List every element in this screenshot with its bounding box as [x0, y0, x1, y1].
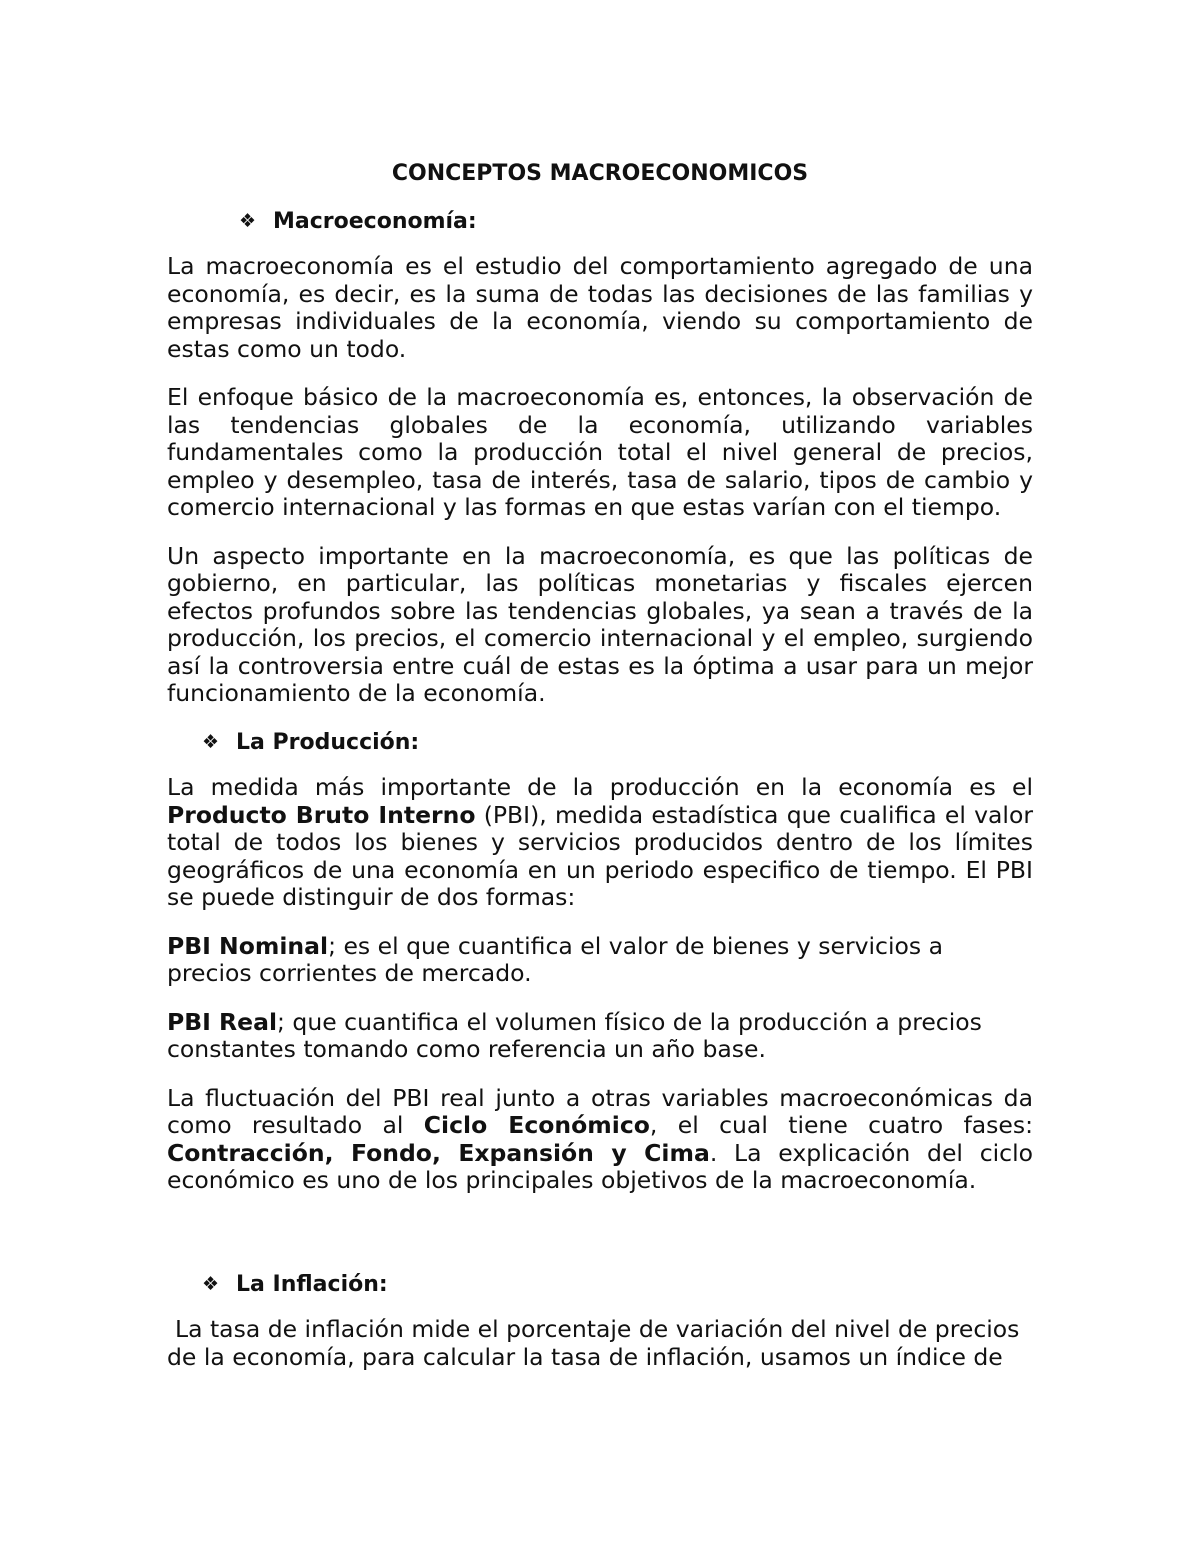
- text-run: (PBI), medida estadística que cualifica el valor total de todos los bienes y servicios producidos dentro de los límites geográficos de una economía en un periodo especifico de tiempo. El PBI se puede distinguir de dos formas:: [167, 800, 1033, 911]
- text-run: ; que cuantifica el volumen físico de la producción a precios constantes tomando como referencia un año base.: [167, 1007, 982, 1063]
- text-run: , el cual tiene cuatro fases:: [649, 1111, 1034, 1139]
- paragraph: La macroeconomía es el estudio del comportamiento agregado de una economía, es decir, es la suma de todas las decisiones de las familias y empresas individuales de la economía, viendo su comportamiento de estas como un todo.: [167, 252, 1033, 363]
- bold-term: Producto Bruto Interno: [167, 800, 476, 829]
- paragraph: [167, 1316, 1033, 1371]
- text-run: . La explicación del ciclo económico es uno de los principales objetivos de la macroeconomía.: [167, 1138, 1033, 1194]
- section-heading-produccion: [167, 729, 1033, 757]
- paragraph: Un aspecto importante en la macroeconomía, es que las políticas de gobierno, en particular, las políticas monetarias y fiscales ejercen efectos profundos sobre las tendencias globales, ya sean a través de la producción, los precios, el comercio internacional y el empleo, surgiendo así la controversia entre cuál de estas es la óptima a usar para un mejor funcionamiento de la economía.: [167, 541, 1033, 707]
- bold-term: PBI Real: [167, 1007, 278, 1036]
- bold-term: Ciclo Económico: [423, 1111, 650, 1139]
- section-heading-label: Macroeconomía:: [273, 208, 477, 234]
- text-run: La tasa de inflación mide el porcentaje de variación del nivel de precios de la economía, para calcular la tasa de inflación, usamos un índice de: [167, 1315, 1020, 1371]
- text-run: ; es el que cuantifica el valor de bienes y servicios a precios corrientes de mercado.: [167, 931, 943, 987]
- paragraph-pbi-nominal: [167, 933, 1033, 988]
- section-heading-label: La Inflación:: [236, 1271, 388, 1297]
- bold-term: PBI Nominal: [167, 931, 329, 960]
- paragraph: El enfoque básico de la macroeconomía es, entonces, la observación de las tendencias globales de la economía, utilizando variables fundamentales como la producción total el nivel general de precios, empleo y desempleo, tasa de interés, tasa de salario, tipos de cambio y comercio internacional y las formas en que estas varían con el tiempo.: [167, 383, 1033, 521]
- text-run: La medida más importante de la producción en la economía es el: [167, 773, 1033, 801]
- diamond-bullet-icon: ❖: [202, 1272, 220, 1295]
- section-heading-macroeconomia: [167, 208, 1033, 236]
- paragraph-pbi: [167, 774, 1033, 912]
- diamond-bullet-icon: ❖: [202, 730, 220, 753]
- document-page: [167, 160, 1033, 1392]
- section-heading-inflacion: [167, 1271, 1033, 1299]
- paragraph-pbi-real: [167, 1009, 1033, 1064]
- diamond-bullet-icon: ❖: [239, 209, 257, 232]
- paragraph-ciclo: [167, 1085, 1033, 1195]
- text-run: La fluctuación del PBI real junto a otras variables macroeconómicas da como resultado al: [167, 1083, 1033, 1139]
- document-title: CONCEPTOS MACROECONOMICOS: [391, 161, 809, 186]
- bold-term: Contracción, Fondo, Expansión y Cima: [167, 1138, 710, 1167]
- section-heading-label: La Producción:: [236, 729, 420, 755]
